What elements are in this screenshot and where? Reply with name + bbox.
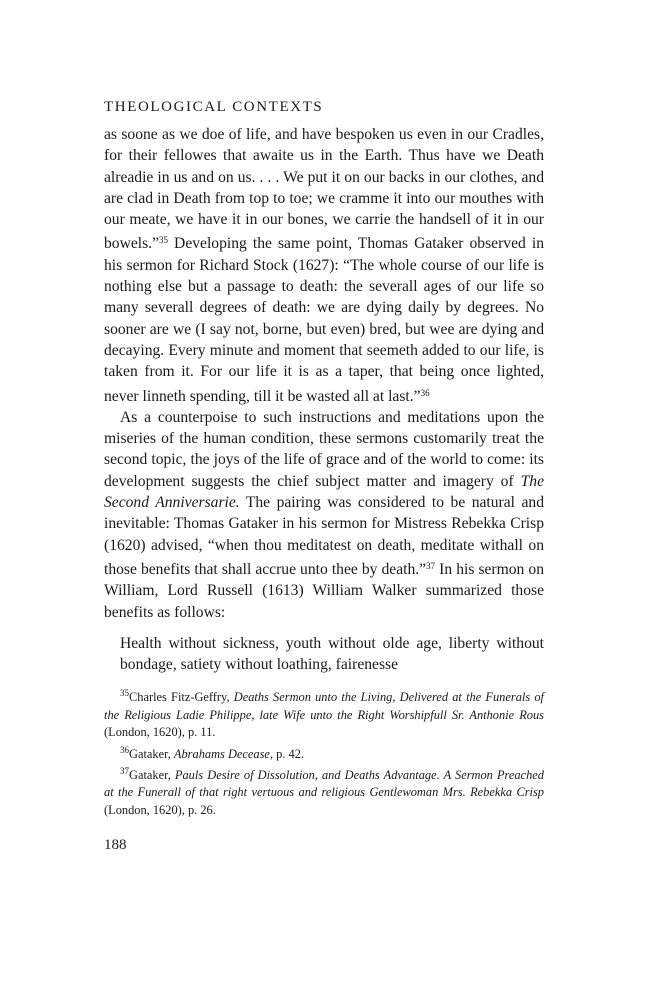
block-quote: Health without sickness, youth without olde age, liberty without bondage, satiety without loathing, fairenesse <box>120 634 544 674</box>
footnote-37 <box>104 763 544 819</box>
footnote-35 <box>104 685 544 741</box>
footnote-ref-37: 37 <box>426 560 436 571</box>
paragraph-2 <box>104 407 544 623</box>
footnote-title: Deaths Sermon unto the Living, Delivered at the Funerals of the Religious Ladie Philippe, late Wife unto the Right Worshipfull Sr. Anthonie Rous <box>104 690 544 722</box>
footnote-title: Abrahams Decease <box>173 746 270 761</box>
page-number: 188 <box>104 837 127 854</box>
footnote-ref-36: 36 <box>420 387 430 398</box>
paragraph-2-text-c: In his sermon on William, Lord Russell (1613) William Walker summarized those benefits as follows: <box>104 560 544 621</box>
footnote-number: 37 <box>120 766 129 777</box>
footnote-number: 35 <box>120 688 129 699</box>
footnote-36 <box>104 742 544 763</box>
paragraph-2-text-a: As a counterpoise to such instructions and meditations upon the miseries of the human condition, these sermons customarily treat the second topic, the joys of the life of grace and of the world to come: its development suggests the chief subject matter and imagery of <box>104 408 544 490</box>
footnote-title: Pauls Desire of Dissolution, and Deaths Advantage. A Sermon Preached at the Funerall of that right vertuous and religious Gentlewoman Mrs. Rebekka Crisp <box>104 768 544 800</box>
footnote-imprint: (London, 1620), p. 11. <box>104 725 216 740</box>
footnote-ref-35: 35 <box>159 235 168 246</box>
footnote-imprint: , p. 42. <box>269 746 305 761</box>
footnote-author: Gataker, <box>129 768 175 783</box>
paragraph-2-text-b: The pairing was considered to be natural and inevitable: Thomas Gataker in his sermon for Mistress Rebekka Crisp (1620) advised, “when thou meditatest on death, meditate withall on those benefits that shall accrue unto thee by death.” <box>104 494 544 578</box>
footnote-author: Gataker, <box>129 746 174 761</box>
paragraph-1 <box>104 124 544 407</box>
work-title: The Second Anniversarie. <box>104 472 544 512</box>
footnote-imprint: (London, 1620), p. 26. <box>104 802 216 817</box>
running-head: THEOLOGICAL CONTEXTS <box>104 99 324 115</box>
paragraph-1-text-a: as soone as we doe of life, and have bespoken us even in our Cradles, for their fellowes that awaite us in the Earth. Thus have we Death alreadie in us and on us. . . . We put it on our backs in our clothes, and are clad in Death from top to toe; we cramme it into our mouthes with our meate, we have it in our bones, we carrie the handsell of it in our bowels.” <box>104 126 544 253</box>
paragraph-1-text-b: Developing the same point, Thomas Gataker observed in his sermon for Richard Stock (1627): “The whole course of our life is nothing else but a passage to death: the severall ages of our life so many severall degrees of death: we are dying daily by degrees. No sooner are we (I say not, borne, but even) bred, but wee are dying and decaying. Every minute and moment that seemeth added to our life, is taken from it. For our life it is as a taper, that being once lighted, never linneth spending, till it be wasted all at last.” <box>104 235 544 405</box>
footnotes <box>104 685 544 819</box>
footnote-author: Charles Fitz-Geffry, <box>129 690 234 705</box>
footnote-number: 36 <box>120 744 129 755</box>
book-page <box>104 96 544 854</box>
